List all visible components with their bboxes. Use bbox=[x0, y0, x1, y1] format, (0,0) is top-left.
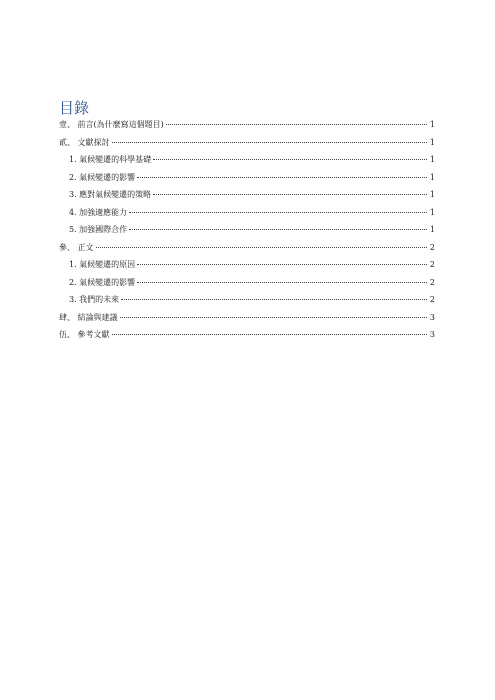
toc-dot-leader bbox=[153, 159, 427, 160]
toc-dot-leader bbox=[166, 124, 427, 125]
toc-dot-leader bbox=[120, 317, 427, 318]
toc-dot-leader bbox=[112, 334, 427, 335]
toc-title: 目錄 bbox=[59, 99, 90, 117]
toc-entry[interactable] bbox=[59, 312, 435, 324]
toc-entry-label: 1. 氣候變遷的科學基礎 bbox=[69, 155, 152, 164]
toc-entry-label: 3. 應對氣候變遷的策略 bbox=[69, 190, 152, 199]
toc-entry-label: 參、 正文 bbox=[59, 242, 94, 252]
toc-page-number: 1 bbox=[429, 155, 435, 164]
toc-entry[interactable] bbox=[59, 294, 435, 306]
toc-entry[interactable] bbox=[59, 329, 435, 341]
toc-page-number: 3 bbox=[429, 312, 435, 322]
toc-page-number: 1 bbox=[429, 190, 435, 199]
toc-entry-label: 5. 加強國際合作 bbox=[69, 225, 128, 234]
toc-entry-label: 伍、 參考文獻 bbox=[59, 330, 110, 339]
toc-page-number: 2 bbox=[429, 277, 435, 287]
toc-entry-label: 3. 我們的未來 bbox=[69, 295, 120, 304]
toc-page-number: 1 bbox=[429, 207, 435, 217]
toc-entry-label: 2. 氣候變遷的影響 bbox=[69, 172, 136, 182]
toc-dot-leader bbox=[112, 142, 427, 143]
toc-entry[interactable] bbox=[59, 189, 435, 201]
toc-page-number: 1 bbox=[429, 225, 435, 234]
toc-page-number: 2 bbox=[429, 260, 435, 269]
toc-entry-label: 貳、 文獻探討 bbox=[59, 137, 110, 147]
toc-entry-label: 2. 氣候變遷的影響 bbox=[69, 277, 136, 287]
toc-dot-leader bbox=[153, 194, 427, 195]
toc-entry[interactable] bbox=[59, 259, 435, 271]
toc-entry-label: 肆、 結論與建議 bbox=[59, 312, 118, 322]
toc-page-number: 2 bbox=[429, 295, 435, 304]
toc-entry-label: 4. 加強適應能力 bbox=[69, 207, 128, 217]
toc-dot-leader bbox=[121, 299, 427, 300]
toc-list bbox=[59, 119, 435, 347]
toc-page-number: 1 bbox=[429, 172, 435, 182]
toc-page-number: 3 bbox=[429, 330, 435, 339]
toc-page-number: 1 bbox=[429, 120, 435, 129]
toc-entry[interactable] bbox=[59, 277, 435, 289]
toc-entry-label: 壹、 前言(為什麼寫這個題目) bbox=[59, 120, 164, 129]
toc-dot-leader bbox=[96, 247, 427, 248]
toc-dot-leader bbox=[137, 282, 427, 283]
toc-entry[interactable] bbox=[59, 224, 435, 236]
toc-entry-label: 1. 氣候變遷的原因 bbox=[69, 260, 136, 269]
toc-entry[interactable] bbox=[59, 119, 435, 131]
toc-entry[interactable] bbox=[59, 137, 435, 149]
toc-page-number: 1 bbox=[429, 137, 435, 147]
toc-dot-leader bbox=[129, 229, 427, 230]
toc-dot-leader bbox=[129, 212, 427, 213]
toc-dot-leader bbox=[137, 264, 427, 265]
toc-entry[interactable] bbox=[59, 154, 435, 166]
toc-page-number: 2 bbox=[429, 242, 435, 252]
toc-entry[interactable] bbox=[59, 242, 435, 254]
toc-dot-leader bbox=[137, 177, 427, 178]
toc-entry[interactable] bbox=[59, 172, 435, 184]
toc-entry[interactable] bbox=[59, 207, 435, 219]
